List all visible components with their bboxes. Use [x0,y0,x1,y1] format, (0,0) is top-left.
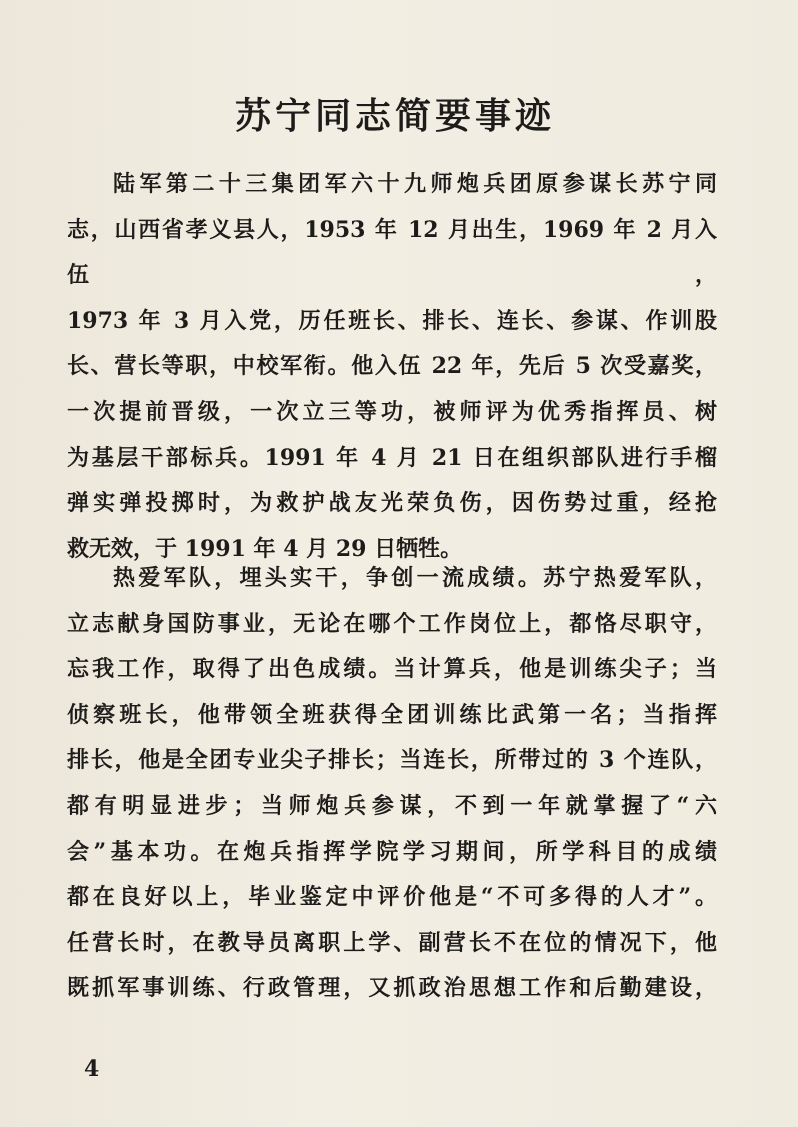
text-line: 侦察班长，他带领全班获得全团训练比武第一名；当指挥 [67,701,717,728]
text-line: 都有明显进步；当师炮兵参谋，不到一年就掌握了“六 [67,792,717,819]
text-line: 救无效，于 1991 年 4 月 29 日牺牲。 [67,535,463,562]
text-line: 排长，他是全团专业尖子排长；当连长，所带过的 3 个连队， [67,747,717,774]
text-line: 任营长时，在教导员离职上学、副营长不在位的情况下，他 [67,929,717,956]
text-line: 忘我工作，取得了出色成绩。当计算兵，他是训练尖子；当 [67,656,717,683]
text-line: 既抓军事训练、行政管理，又抓政治思想工作和后勤建设， [67,975,717,1002]
page-number: 4 [84,1056,100,1082]
paragraph-1 [67,162,717,572]
paragraph-2 [67,556,717,1012]
text-line: 弹实弹投掷时，为救护战友光荣负伤，因伤势过重，经抢 [67,490,717,517]
text-line: 立志献身国防事业，无论在哪个工作岗位上，都恪尽职守， [67,610,717,637]
text-line: 一次提前晋级，一次立三等功，被师评为优秀指挥员、树 [67,398,717,425]
text-line: 1973 年 3 月入党，历任班长、排长、连长、参谋、作训股 [67,307,717,334]
text-line: 会”基本功。在炮兵指挥学院学习期间，所学科目的成绩 [67,838,717,865]
text-line: 热爱军队，埋头实干，争创一流成绩。苏宁热爱军队， [113,565,717,591]
text-line: 长、营长等职，中校军衔。他入伍 22 年，先后 5 次受嘉奖， [67,353,717,380]
text-line: 都在良好以上，毕业鉴定中评价他是“不可多得的人才”。 [67,884,717,911]
text-line: 志，山西省孝义县人，1953 年 12 月出生，1969 年 2 月入伍， [67,216,717,289]
page-title: 苏宁同志简要事迹 [234,95,555,137]
text-line: 为基层干部标兵。1991 年 4 月 21 日在组织部队进行手榴 [67,444,717,471]
text-line: 陆军第二十三集团军六十九师炮兵团原参谋长苏宁同 [113,171,717,197]
